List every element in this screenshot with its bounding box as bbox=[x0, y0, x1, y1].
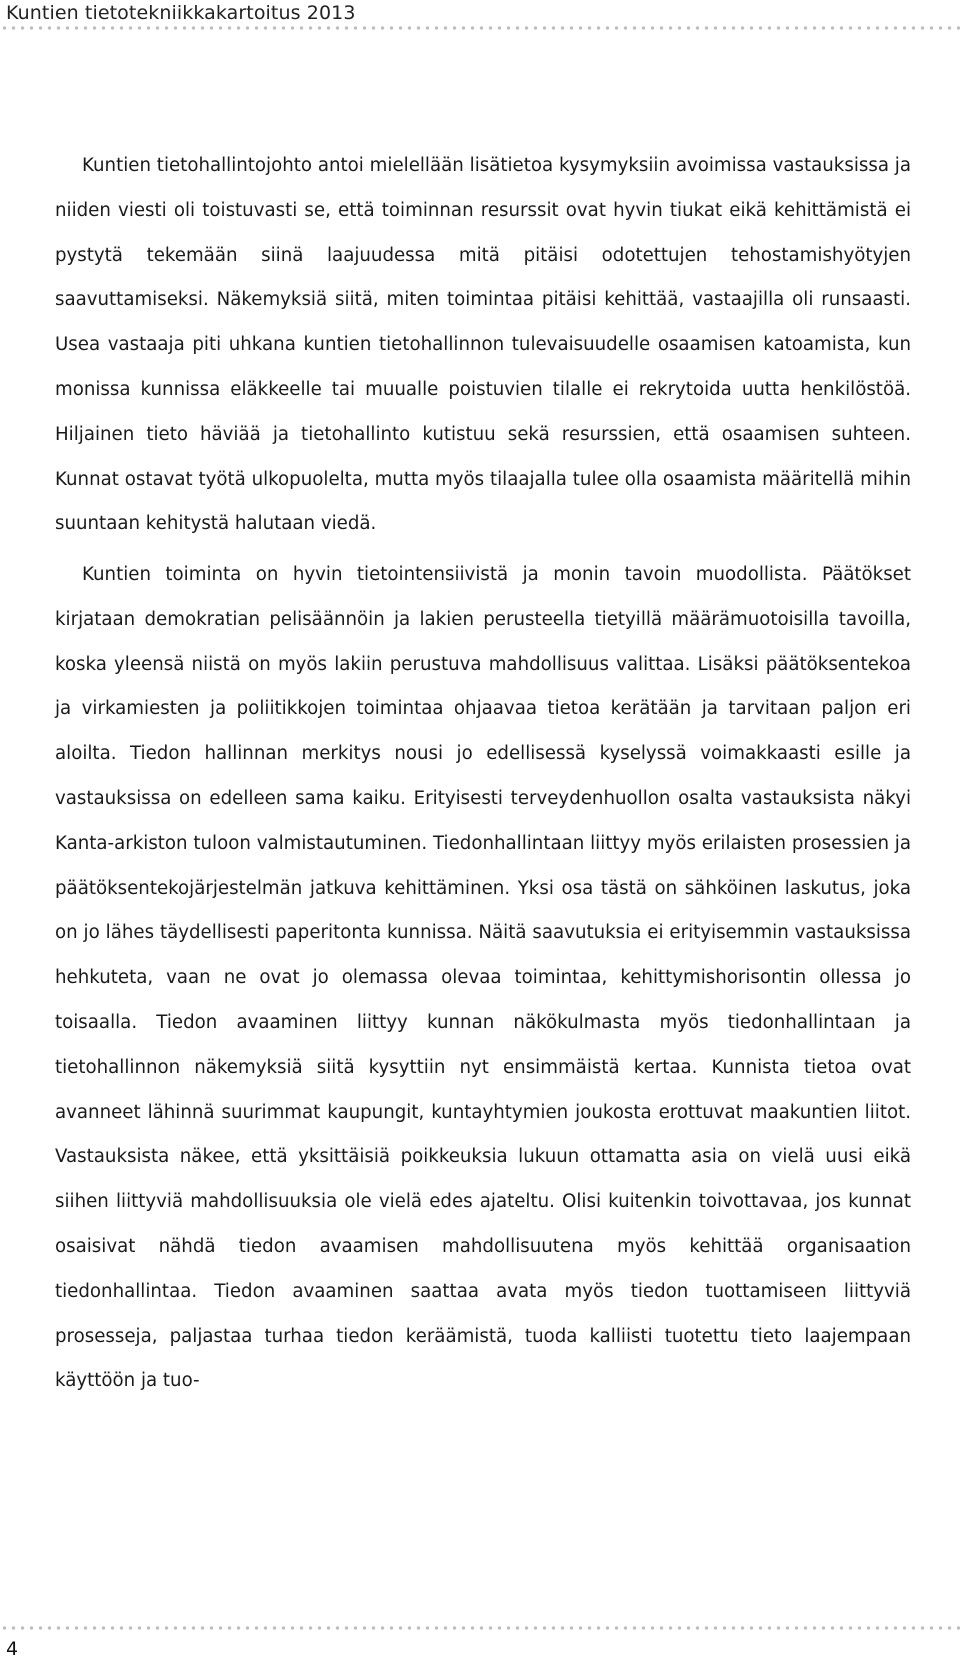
paragraph-1: Kuntien tietohallintojohto antoi mielellään lisätietoa kysymyksiin avoimissa vastauksissa ja niiden viesti oli toistuvasti se, että toiminnan resurssit ovat hyvin tiukat eikä kehittämistä ei pystytä tekemään siinä laajuudessa mitä pitäisi odotettujen tehostamishyötyjen saavuttamiseksi. Näkemyksiä siitä, miten toimintaa pitäisi kehittää, vastaajilla oli runsaasti. Usea vastaaja piti uhkana kuntien tietohallinnon tulevaisuudelle osaamisen katoamista, kun monissa kunnissa eläkkeelle tai muualle poistuvien tilalle ei rekrytoida uutta henkilöstöä. Hiljainen tieto häviää ja tietohallinto kutistuu sekä resurssien, että osaamisen suhteen. Kunnat ostavat työtä ulkopuolelta, mutta myös tilaajalla tulee olla osaamista määritellä mihin suuntaan kehitystä halutaan viedä. bbox=[55, 155, 911, 535]
header-dotted-divider bbox=[0, 26, 960, 30]
paragraph-2: Kuntien toiminta on hyvin tietointensiivistä ja monin tavoin muodollista. Päätökset kirjataan demokratian pelisäännöin ja lakien perusteella tietyillä määrämuotoisilla tavoilla, koska yleensä niistä on myös lakiin perustuva mahdollisuus valittaa. Lisäksi päätöksentekoa ja virkamiesten ja poliitikkojen toimintaa ohjaavaa tietoa kerätään ja tarvitaan paljon eri aloilta. Tiedon hallinnan merkitys nousi jo edellisessä kyselyssä voimakkaasti esille ja vastauksissa on edelleen sama kaiku. Erityisesti terveydenhuollon osalta vastauksista näkyi Kanta-arkiston tuloon valmistautuminen. Tiedonhallintaan liittyy myös erilaisten prosessien ja päätöksentekojärjestelmän jatkuva kehittäminen. Yksi osa tästä on sähköinen laskutus, joka on jo lähes täydellisesti paperitonta kunnissa. Näitä saavutuksia ei erityisemmin vastauksissa hehkuteta, vaan ne ovat jo olemassa olevaa toimintaa, kehittymishorisontin ollessa jo toisaalla. Tiedon avaaminen liittyy kunnan näkökulmasta myös tiedonhallintaan ja tietohallinnon näkemyksiä siitä kysyttiin nyt ensimmäistä kertaa. Kunnista tietoa ovat avanneet lähinnä suurimmat kaupungit, kuntayhtymien joukosta erottuvat maakuntien liitot. Vastauksista näkee, että yksittäisiä poikkeuksia lukuun ottamatta asia on vielä uusi eikä siihen liittyviä mahdollisuuksia ole vielä edes ajateltu. Olisi kuitenkin toivottavaa, jos kunnat osaisivat nähdä tiedon avaamisen mahdollisuutena myös kehittää organisaation tiedonhallintaa. Tiedon avaaminen saattaa avata myös tiedon tuottamiseen liittyviä prosesseja, paljastaa turhaa tiedon keräämistä, tuoda kalliisti tuotettu tieto laajempaan käyttöön ja tuo- bbox=[55, 563, 911, 1392]
page-number: 4 bbox=[6, 1638, 19, 1660]
running-header-title: Kuntien tietotekniikkakartoitus 2013 bbox=[6, 2, 356, 24]
footer-dotted-divider bbox=[0, 1626, 960, 1630]
document-body bbox=[55, 144, 911, 1404]
